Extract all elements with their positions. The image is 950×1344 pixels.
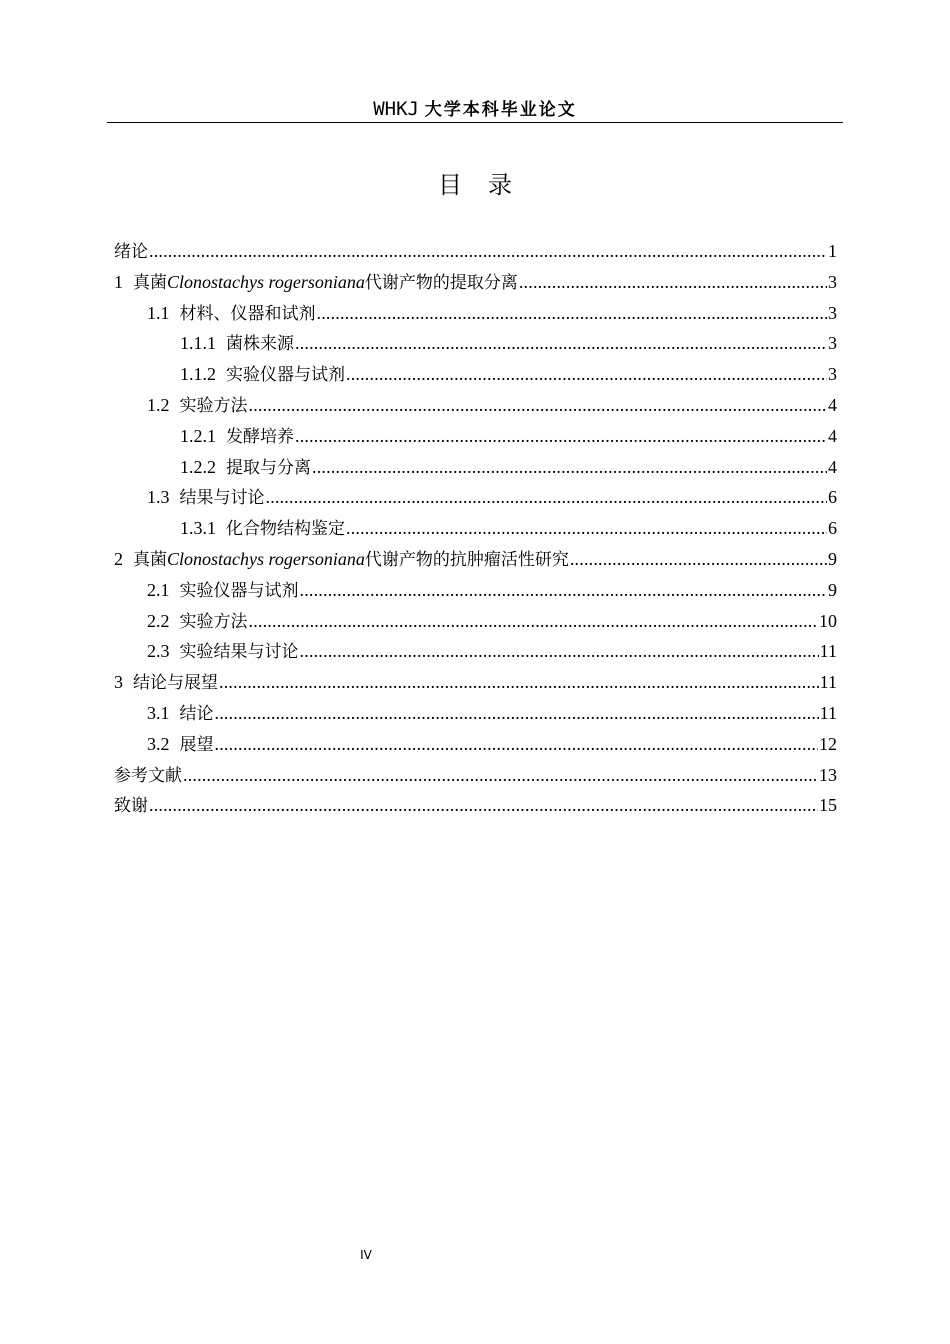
toc-entry-number: 1.1.1	[180, 333, 216, 354]
toc-entry[interactable]	[114, 667, 837, 698]
toc-entry-title: 提取与分离	[226, 457, 311, 478]
toc-entry-title: 参考文献	[114, 765, 182, 786]
toc-entry-number: 2.1	[147, 579, 170, 600]
dot-leader	[300, 636, 819, 667]
toc-entry-title: 发酵培养	[226, 426, 294, 447]
toc-entry-title: 真菌	[133, 549, 167, 570]
toc-entry-number: 1.3.1	[180, 518, 216, 539]
dot-leader	[149, 236, 827, 267]
toc-entry-number: 1.2	[147, 394, 170, 415]
toc-entry-title: 化合物结构鉴定	[226, 519, 345, 540]
toc-entry-title-suffix: 代谢产物的提取分离	[364, 272, 518, 293]
toc-entry-page: 11	[819, 702, 837, 723]
toc-entry-title: 致谢	[114, 796, 148, 817]
toc-entry[interactable]	[114, 790, 837, 821]
dot-leader	[346, 513, 827, 544]
dot-leader	[149, 790, 818, 821]
dot-leader	[300, 575, 828, 606]
toc-entry-number: 2.2	[147, 610, 170, 631]
dot-leader	[295, 421, 827, 452]
toc-entry[interactable]	[114, 298, 837, 329]
toc-entry-page: 9	[828, 548, 837, 569]
toc-entry-title: 结论与展望	[133, 673, 218, 694]
toc-entry-page: 12	[819, 733, 837, 754]
dot-leader	[346, 359, 827, 390]
toc-entry[interactable]	[114, 636, 837, 667]
toc-entry[interactable]	[114, 729, 837, 760]
toc-entry-number: 2	[114, 548, 123, 569]
toc-entry-title: 展望	[179, 734, 214, 755]
toc-entry-title-suffix: 代谢产物的抗肿瘤活性研究	[364, 549, 569, 570]
toc-entry-species-name: Clonostachys rogersoniana	[167, 271, 365, 292]
toc-entry[interactable]	[114, 698, 837, 729]
toc-entry-page: 10	[819, 610, 837, 631]
toc-entry-page: 4	[828, 425, 837, 446]
toc-entry-title: 实验结果与讨论	[179, 642, 299, 663]
toc-entry-page: 4	[828, 456, 837, 477]
toc-entry-title: 结果与讨论	[179, 488, 265, 509]
toc-entry[interactable]	[114, 359, 837, 390]
toc-entry-number: 1.2.1	[180, 425, 216, 446]
toc-entry-page: 15	[819, 795, 837, 816]
toc-entry[interactable]	[114, 452, 837, 483]
toc-entry-page: 3	[828, 302, 837, 323]
toc-entry[interactable]	[114, 482, 837, 513]
dot-leader	[183, 760, 818, 791]
toc-entry[interactable]	[114, 328, 837, 359]
toc-entry[interactable]	[114, 575, 837, 606]
toc-entry-number: 2.3	[147, 641, 170, 662]
toc-entry[interactable]	[114, 544, 837, 575]
toc-entry-title: 真菌	[133, 272, 167, 293]
dot-leader	[266, 482, 828, 513]
toc-entry-page: 6	[828, 518, 837, 539]
toc-entry-page: 3	[828, 271, 837, 292]
toc-entry-page: 11	[819, 641, 837, 662]
toc-entry-title: 结论	[179, 703, 214, 724]
toc-entry-number: 1.3	[147, 487, 170, 508]
toc-entry[interactable]	[114, 606, 837, 637]
toc-entry-number: 3.2	[147, 733, 170, 754]
running-header	[107, 95, 843, 123]
toc-entry[interactable]	[114, 421, 837, 452]
toc-entry-number: 1	[114, 271, 123, 292]
toc-title: 目录	[438, 171, 538, 199]
toc-entry-title: 材料、仪器和试剂	[179, 303, 316, 324]
toc-entry-species-name: Clonostachys rogersoniana	[167, 548, 365, 569]
dot-leader	[249, 390, 828, 421]
toc-entry-page: 3	[828, 333, 837, 354]
toc-entry-number: 1.2.2	[180, 456, 216, 477]
toc-entry-title: 实验方法	[179, 611, 248, 632]
dot-leader	[570, 544, 827, 575]
dot-leader	[317, 298, 828, 329]
dot-leader	[312, 452, 827, 483]
toc-entry-number: 1.1	[147, 302, 170, 323]
toc-entry[interactable]	[114, 390, 837, 421]
toc-entry-title: 实验仪器与试剂	[226, 365, 345, 386]
dot-leader	[519, 267, 827, 298]
dot-leader	[249, 606, 819, 637]
toc-entry-title: 菌株来源	[226, 334, 294, 355]
toc-entry[interactable]	[114, 236, 837, 267]
page-number: IV	[360, 1248, 372, 1262]
dot-leader	[215, 698, 819, 729]
toc-entry-page: 9	[828, 579, 837, 600]
toc-entry-page: 1	[828, 241, 837, 261]
toc-entry[interactable]	[114, 513, 837, 544]
toc-entry[interactable]	[114, 760, 837, 791]
toc-entry-page: 13	[819, 764, 837, 785]
toc-entry-number: 3.1	[147, 702, 170, 723]
toc-entry-page: 3	[828, 364, 837, 385]
table-of-contents	[114, 236, 837, 821]
toc-entry-page: 4	[828, 394, 837, 415]
toc-entry-title: 绪论	[114, 242, 148, 262]
toc-entry-number: 3	[114, 672, 123, 693]
dot-leader	[215, 729, 819, 760]
header-text: 大学本科毕业论文	[424, 100, 577, 120]
header-rule	[107, 122, 843, 123]
dot-leader	[295, 328, 827, 359]
toc-entry-number: 1.1.2	[180, 364, 216, 385]
dot-leader	[219, 667, 819, 698]
toc-entry-page: 11	[819, 672, 837, 693]
toc-entry-title: 实验方法	[179, 395, 248, 416]
toc-entry-title: 实验仪器与试剂	[179, 580, 299, 601]
toc-entry[interactable]	[114, 267, 837, 298]
header-code: WHKJ	[373, 98, 419, 120]
toc-entry-page: 6	[828, 487, 837, 508]
